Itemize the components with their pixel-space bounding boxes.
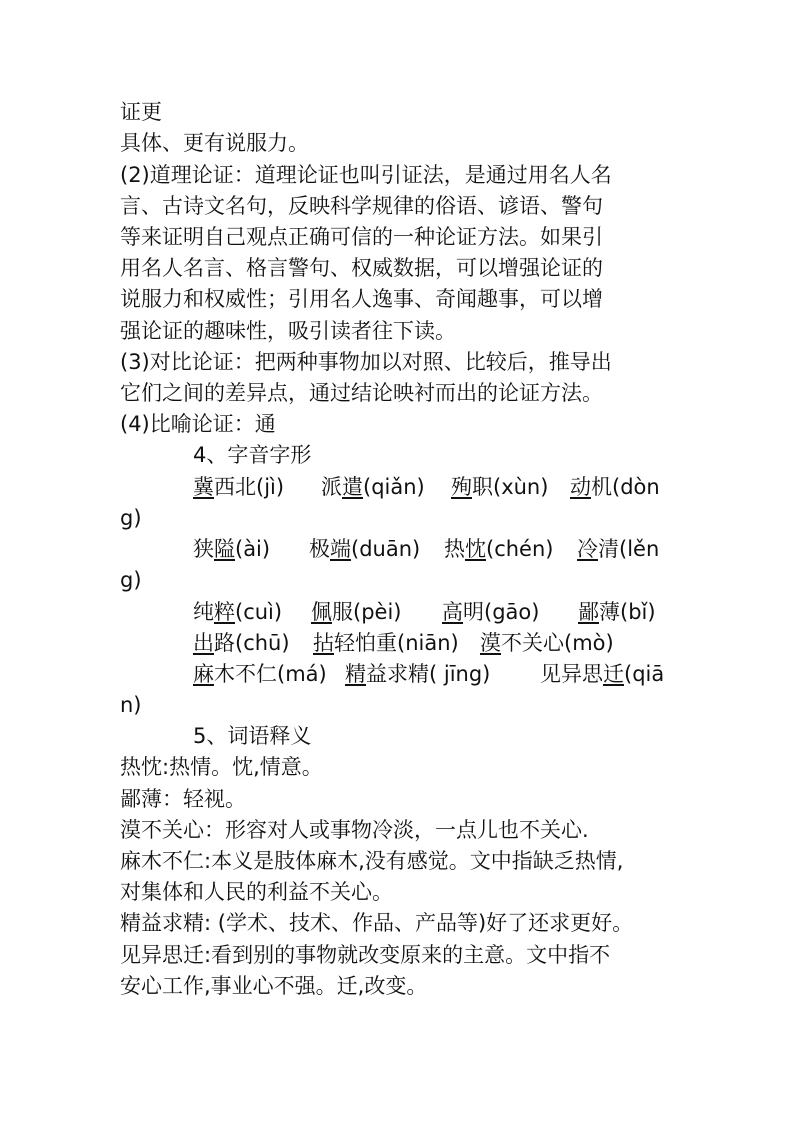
pronunciation-item: 见异思迁(qiā [540, 662, 665, 686]
pronunciation-item: 殉职(xùn) [451, 475, 549, 499]
pronunciation-item: 出路(chū) [193, 631, 290, 655]
pronunciation-item: 冀西北(jì) [193, 475, 285, 499]
pronunciation-item: 漠不关心(mò) [480, 631, 614, 655]
definition-line: 精益求精: (学术、技术、作品、产品等)好了还求更好。 [120, 911, 634, 935]
text-line: 说服力和权威性；引用名人逸事、奇闻趣事，可以增 [120, 287, 603, 311]
text-line: (3)对比论证：把两种事物加以对照、比较后，推导出 [120, 350, 612, 374]
definition-line: 见异思迁:看到别的事物就改变原来的主意。文中指不 [120, 943, 611, 967]
text-line: 用名人名言、格言警句、权威数据，可以增强论证的 [120, 256, 603, 280]
pronunciation-item: 派遣(qiǎn) [321, 475, 425, 499]
wrapped-tail: n) [120, 693, 142, 717]
pronunciation-item: 冷清(lěn [577, 537, 660, 561]
text-line: 等来证明自己观点正确可信的一种论证方法。如果引 [120, 225, 603, 249]
definition-line: 漠不关心：形容对人或事物冷淡，一点儿也不关心. [120, 818, 589, 842]
section-heading: 5、词语释义 [193, 724, 312, 748]
pronunciation-item: 佩服(pèi) [311, 600, 402, 624]
text-line: (2)道理论证：道理论证也叫引证法，是通过用名人名 [120, 163, 612, 187]
pronunciation-item: 热忱(chén) [444, 537, 554, 561]
pronunciation-item: 鄙薄(bǐ) [578, 600, 656, 624]
definition-line: 安心工作,事业心不强。迁,改变。 [120, 974, 428, 998]
pronunciation-item: 纯粹(cuì) [193, 600, 283, 624]
text-line: (4)比喻论证：通 [120, 412, 276, 436]
definition-line: 热忱:热情。忱,情意。 [120, 755, 323, 779]
section-heading: 4、字音字形 [193, 443, 312, 467]
text-line: 强论证的趣味性，吸引读者往下读。 [120, 319, 456, 343]
pronunciation-item: 动机(dòn [570, 475, 660, 499]
wrapped-tail: g) [120, 506, 142, 530]
pronunciation-item: 极端(duān) [309, 537, 421, 561]
pronunciation-item: 麻木不仁(má) [193, 662, 327, 686]
wrapped-tail: g) [120, 568, 142, 592]
pronunciation-item: 拈轻怕重(niān) [313, 631, 459, 655]
definition-line: 对集体和人民的利益不关心。 [120, 880, 393, 904]
definition-line: 麻木不仁:本义是肢体麻木,没有感觉。文中指缺乏热情, [120, 849, 624, 873]
pronunciation-item: 狭隘(ài) [193, 537, 271, 561]
pronunciation-item: 精益求精( jīng) [345, 662, 491, 686]
text-line: 它们之间的差异点，通过结论映衬而出的论证方法。 [120, 381, 603, 405]
pronunciation-item: 高明(gāo) [442, 600, 540, 624]
definition-line: 鄙薄：轻视。 [120, 787, 246, 811]
text-line: 证更 [120, 100, 162, 124]
text-line: 具体、更有说服力。 [120, 131, 309, 155]
text-line: 言、古诗文名句，反映科学规律的俗语、谚语、警句 [120, 194, 603, 218]
